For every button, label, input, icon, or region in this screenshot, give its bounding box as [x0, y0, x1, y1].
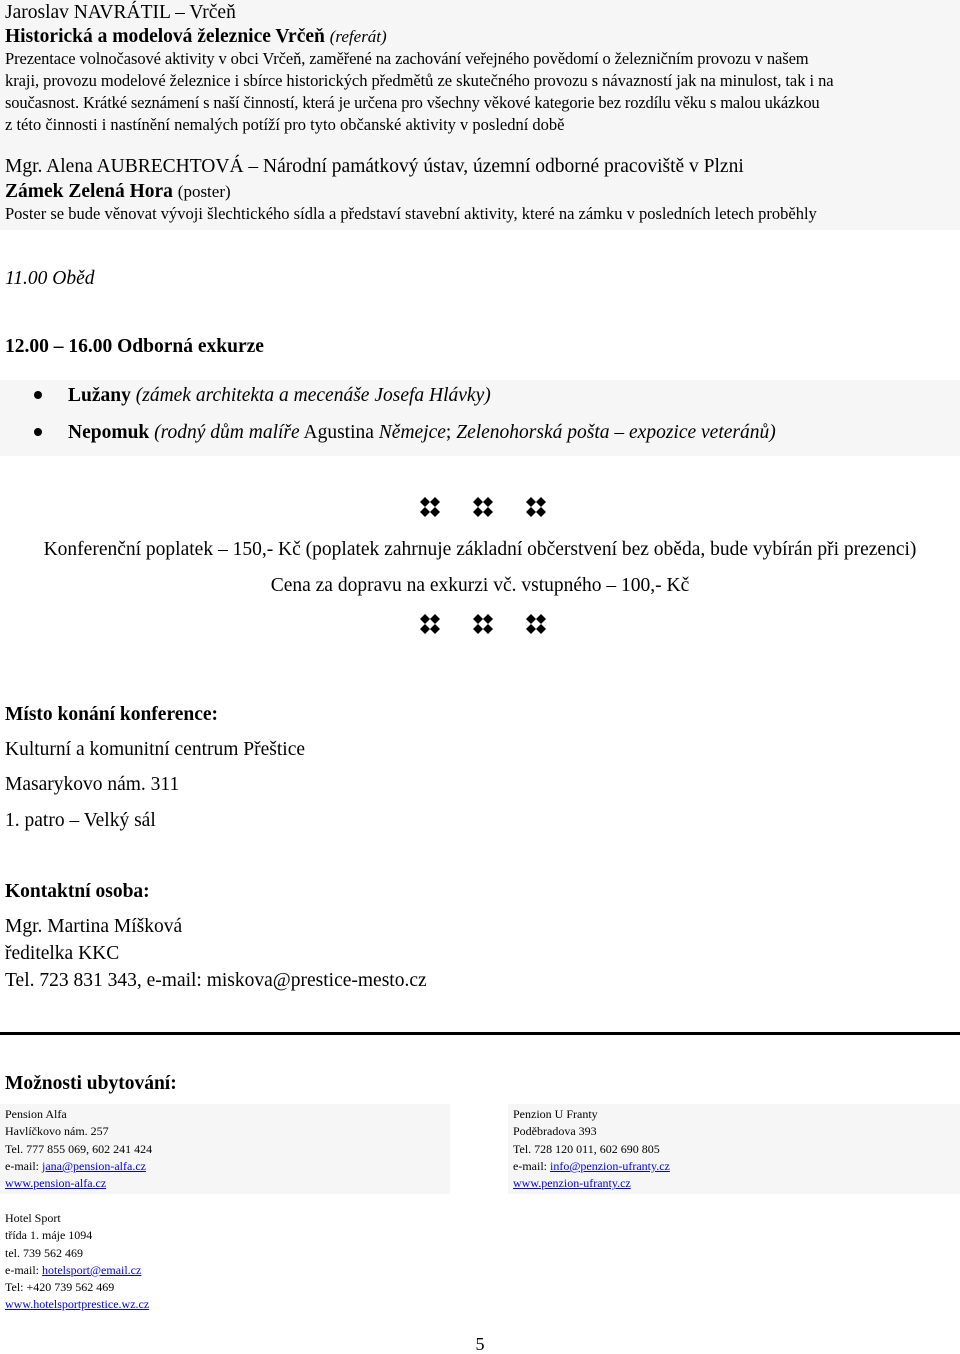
list-item [34, 421, 776, 445]
item2-speaker [5, 156, 744, 178]
venue-heading: Místo konání konference: [5, 704, 219, 725]
item1-type: (referát) [329, 27, 387, 46]
stop-name: Lužany [68, 385, 131, 406]
divider [0, 1032, 960, 1035]
excursion-time-end: 16.00 [68, 336, 113, 357]
item1-speaker-name: Jaroslav NAVRÁTIL [5, 2, 171, 23]
contact-heading: Kontaktní osoba: [5, 881, 150, 902]
item1-desc-line2: kraji, provozu modelové železnice i sbírce historických předmětů ze skutečného provozu s návazností jak na minulost, tak i na [5, 71, 834, 90]
diamond-cluster-icon [473, 497, 493, 517]
item2-type: (poster) [177, 182, 231, 201]
hotel-email-link[interactable]: jana@pension-alfa.cz [41, 1158, 146, 1173]
hotel-card-sport [5, 1210, 149, 1314]
bullet-icon [34, 391, 42, 399]
contact-phone-email: Tel. 723 831 343, e-mail: miskova@prestice-mesto.cz [5, 970, 427, 991]
item1-description [5, 48, 960, 136]
hotel-phone2: Tel: +420 739 562 469 [5, 1280, 115, 1295]
fee-transport: Cena za dopravu na exkurzi vč. vstupného – 100,- Kč [270, 575, 690, 596]
email-label: e-mail: [513, 1158, 547, 1173]
item2-speaker-name: Mgr. Alena AUBRECHTOVÁ [5, 156, 244, 177]
stop-name: Nepomuk [68, 422, 150, 443]
hotel-name: Penzion U Franty [513, 1107, 598, 1121]
stop-person: Agustina [303, 422, 374, 443]
venue-line1: Kulturní a komunitní centrum Přeštice [5, 739, 306, 760]
email-label: e-mail: [5, 1262, 39, 1277]
fee-conference: Konferenční poplatek – 150,- Kč (poplatek zahrnuje základní občerstvení bez oběda, bude vybírán při prezenci) [43, 539, 917, 560]
hotel-web-link[interactable]: www.penzion-ufranty.cz [513, 1176, 631, 1191]
item2-title: Zámek Zelená Hora [5, 181, 173, 202]
excursion-time: 12.00 [5, 336, 49, 357]
hotel-email-row [5, 1262, 149, 1279]
hotel-address: Havlíčkovo nám. 257 [5, 1124, 109, 1139]
hotel-web-link[interactable]: www.hotelsportprestice.wz.cz [5, 1297, 150, 1312]
hotel-email-link[interactable]: info@penzion-ufranty.cz [549, 1158, 670, 1173]
contact-role: ředitelka KKC [5, 943, 120, 964]
hotel-email-link[interactable]: hotelsport@email.cz [41, 1262, 142, 1277]
item1-title: Historická a modelová železnice Vrčeň [5, 26, 325, 47]
page-number: 5 [475, 1334, 485, 1354]
hotel-card-alfa [5, 1106, 152, 1192]
item2-title-row [5, 181, 231, 203]
excursion-title: Odborná exkurze [117, 336, 264, 357]
diamond-cluster-icon [420, 614, 440, 634]
hotel-email-row [5, 1158, 152, 1175]
item1-speaker-place: Vrčeň [189, 2, 236, 23]
hotel-card-ufranty [513, 1106, 670, 1192]
diamond-cluster-icon [526, 614, 546, 634]
stop-note-b: Němejce [378, 422, 446, 443]
excursion-heading [5, 336, 264, 358]
item1-title-row [5, 26, 387, 48]
hotel-name: Hotel Sport [5, 1211, 61, 1225]
lunch: 11.00 Oběd [5, 268, 95, 289]
list-item [34, 384, 491, 408]
bullet-icon [34, 428, 42, 436]
email-label: e-mail: [5, 1158, 39, 1173]
venue-line3: 1. patro – Velký sál [5, 810, 156, 831]
hotel-name: Pension Alfa [5, 1107, 67, 1121]
dash: – [614, 422, 625, 443]
stop-sep: ; [445, 422, 452, 443]
venue-line2: Masarykovo nám. 311 [5, 774, 180, 795]
dash: – [175, 2, 185, 23]
contact-name: Mgr. Martina Míšková [5, 916, 183, 937]
diamond-cluster-icon [473, 614, 493, 634]
item2-description: Poster se bude věnovat vývoji šlechtického sídla a představí stavební aktivity, které na zámku v posledních letech proběhly [5, 204, 817, 223]
item1-speaker [5, 2, 236, 24]
hotel-address: Poděbradova 393 [513, 1124, 597, 1139]
item1-desc-line3: současnost. Krátké seznámení s naší činností, která je určena pro všechny věkové kategorie bez rozdílu věku s malou ukázkou [5, 93, 820, 112]
hotel-address: třída 1. máje 1094 [5, 1228, 93, 1243]
stop-note-c: Zelenohorská pošta [456, 422, 610, 443]
hotel-phone: Tel. 777 855 069, 602 241 424 [5, 1141, 153, 1156]
stop-note-d: expozice veteránů) [629, 422, 776, 443]
hotel-web-link[interactable]: www.pension-alfa.cz [5, 1176, 107, 1191]
hotel-phone: tel. 739 562 469 [5, 1245, 83, 1260]
hotel-phone: Tel. 728 120 011, 602 690 805 [513, 1141, 660, 1156]
diamond-cluster-icon [420, 497, 440, 517]
dash: – [248, 156, 259, 177]
item1-desc-line4: z této činnosti i nastínění nemalých potíží pro tyto občanské aktivity v poslední době [5, 115, 565, 134]
diamond-cluster-icon [526, 497, 546, 517]
item2-speaker-org: Národní památkový ústav, územní odborné pracoviště v Plzni [263, 156, 744, 177]
lodging-heading: Možnosti ubytování: [5, 1073, 177, 1094]
item1-desc-line1: Prezentace volnočasové aktivity v obci Vrčeň, zaměřené na zachování veřejného povědomí o železničním provozu v našem [5, 49, 809, 68]
hotel-email-row [513, 1158, 670, 1175]
dash: – [53, 336, 64, 357]
stop-note: (zámek architekta a mecenáše Josefa Hlávky) [135, 385, 491, 406]
stop-note-a: (rodný dům malíře [154, 422, 300, 443]
